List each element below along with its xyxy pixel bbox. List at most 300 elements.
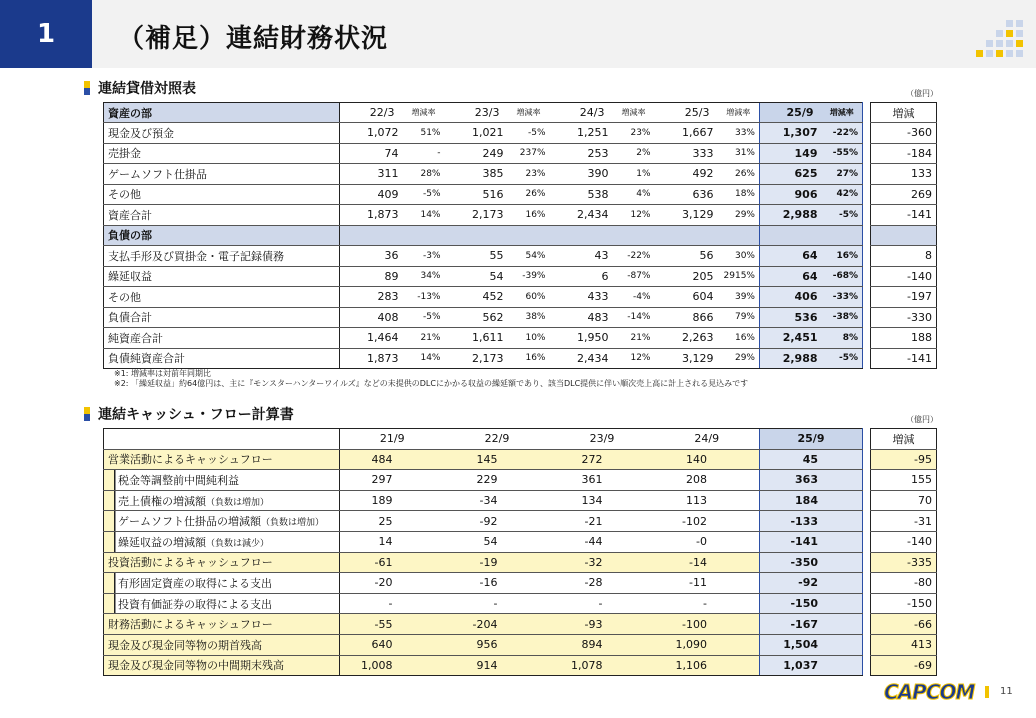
diff-cell: -150 [871,593,937,614]
value-cell: 89 [340,266,403,287]
row-label-text: 繰延収益の増減額 [118,535,206,549]
rate-cell: 16% [508,205,550,226]
spacer [863,328,871,349]
rate-cell: 60% [508,287,550,308]
empty-cell [340,225,403,246]
value-cell: 43 [550,246,613,267]
rate-cell: -13% [403,287,445,308]
row-label [104,490,340,511]
value-cell: 866 [655,307,718,328]
spacer [863,287,871,308]
value-cell: 311 [340,164,403,185]
empty-cell [508,225,550,246]
table-row [104,123,937,144]
rate-cell: -38% [822,307,863,328]
note-2: ※2: 「繰延収益」約64億円は、主に『モンスターハンターワイルズ』などの未提供のDLCにかかる収益の繰延額であり、該当DLC提供に伴い順次売上高に計上される見込みです [114,379,749,388]
value-cell: 1,873 [340,348,403,369]
spacer [863,266,871,287]
rate-cell: -4% [613,287,655,308]
row-label-text: 財務活動によるキャッシュフロー [108,618,273,632]
value-cell: 6 [550,266,613,287]
page-title: （補足）連結財務状況 [118,24,389,54]
rate-cell: 39% [718,287,760,308]
value-cell: -21 [550,511,655,532]
value-cell: -20 [340,573,445,594]
diff-cell: -330 [871,307,937,328]
spacer [863,143,871,164]
row-label: 負債純資産合計 [104,348,340,369]
rate-cell: 237% [508,143,550,164]
balance-sheet-table [103,102,937,369]
rate-cell: 23% [508,164,550,185]
row-label [104,552,340,573]
value-cell: 361 [550,470,655,491]
page-number: 11 [1000,686,1013,697]
diff-cell: 70 [871,490,937,511]
diff-cell: -360 [871,123,937,144]
rate-header: 増減率 [822,103,863,123]
empty-cell [104,429,340,450]
row-label: 純資産合計 [104,328,340,349]
cash-flow-unit: （億円） [906,415,938,424]
spacer [863,307,871,328]
note-1: ※1: 増減率は対前年同期比 [114,369,212,378]
rate-cell: 51% [403,123,445,144]
row-label: 支払手形及び買掛金・電子記録債務 [104,246,340,267]
diff-cell: -141 [871,205,937,226]
row-label-text: 営業活動によるキャッシュフロー [108,453,273,467]
value-cell: -11 [655,573,760,594]
diff-cell: -335 [871,552,937,573]
rate-cell: -3% [403,246,445,267]
period-header: 23/3 [445,103,508,123]
empty-cell [613,225,655,246]
spacer [863,205,871,226]
value-cell: 54 [445,531,550,552]
value-cell: 2,263 [655,328,718,349]
balance-sheet-heading [84,78,196,98]
row-label [104,470,340,491]
value-cell: 1,667 [655,123,718,144]
diff-cell: -95 [871,449,937,470]
rate-header: 増減率 [508,103,550,123]
spacer [863,634,871,655]
row-label-text: 投資活動によるキャッシュフロー [108,556,273,570]
value-cell: 1,307 [760,123,822,144]
rate-cell: 16% [718,328,760,349]
row-label: 繰延収益 [104,266,340,287]
empty-cell [655,225,718,246]
rate-cell: 12% [613,205,655,226]
diff-cell: 269 [871,184,937,205]
value-cell: 249 [445,143,508,164]
value-cell: 2,434 [550,348,613,369]
spacer [863,225,871,246]
table-row [104,490,937,511]
value-cell: 2,434 [550,205,613,226]
rate-cell: 31% [718,143,760,164]
value-cell: 272 [550,449,655,470]
rate-cell: -39% [508,266,550,287]
value-cell: - [340,593,445,614]
table-row [104,164,937,185]
empty-cell [760,225,822,246]
rate-cell: 26% [508,184,550,205]
value-cell: - [655,593,760,614]
value-cell: 604 [655,287,718,308]
empty-cell [822,225,863,246]
row-label [104,573,340,594]
value-cell: 894 [550,634,655,655]
table-row [104,348,937,369]
rate-cell: 33% [718,123,760,144]
rate-cell: -33% [822,287,863,308]
rate-cell: 12% [613,348,655,369]
row-label: 資産合計 [104,205,340,226]
value-cell: -100 [655,614,760,635]
value-cell: 406 [760,287,822,308]
rate-cell: 16% [508,348,550,369]
rate-cell: 18% [718,184,760,205]
value-cell: 484 [340,449,445,470]
rate-cell: 34% [403,266,445,287]
empty-cell [550,225,613,246]
value-cell: 2,988 [760,348,822,369]
value-cell: 208 [655,470,760,491]
value-cell: 906 [760,184,822,205]
diff-cell: -197 [871,287,937,308]
value-cell: 64 [760,246,822,267]
bullet-icon [84,407,90,421]
diff-cell: 188 [871,328,937,349]
section-number: 1 [0,0,92,68]
rate-cell: 8% [822,328,863,349]
value-cell: -44 [550,531,655,552]
rate-cell: 27% [822,164,863,185]
value-cell: 536 [760,307,822,328]
value-cell: 1,873 [340,205,403,226]
value-cell: 54 [445,266,508,287]
empty-cell [718,225,760,246]
value-cell: -61 [340,552,445,573]
spacer [863,655,871,676]
value-cell: 2,173 [445,205,508,226]
rate-cell: 29% [718,348,760,369]
value-cell: 492 [655,164,718,185]
diff-cell: 155 [871,470,937,491]
value-cell: -204 [445,614,550,635]
row-label: ゲームソフト仕掛品 [104,164,340,185]
rate-cell: -22% [613,246,655,267]
period-header: 24/9 [655,429,760,450]
value-cell: -92 [445,511,550,532]
row-label [104,655,340,676]
page-number-separator [985,686,989,698]
bullet-icon [84,81,90,95]
period-header: 24/3 [550,103,613,123]
row-label-text: 投資有価証券の取得による支出 [118,597,272,611]
diff-cell: 133 [871,164,937,185]
spacer [863,449,871,470]
value-cell: -19 [445,552,550,573]
value-cell: 625 [760,164,822,185]
value-cell: 390 [550,164,613,185]
value-cell: 408 [340,307,403,328]
table-row [104,449,937,470]
table-row [104,266,937,287]
rate-cell: 38% [508,307,550,328]
value-cell: 55 [445,246,508,267]
row-label-note: （負数は増加） [206,497,270,508]
rate-cell: 29% [718,205,760,226]
diff-cell: 8 [871,246,937,267]
spacer [863,552,871,573]
value-cell: 36 [340,246,403,267]
spacer [863,348,871,369]
rate-cell: -5% [403,184,445,205]
value-cell: 914 [445,655,550,676]
spacer [863,103,871,123]
row-label: その他 [104,287,340,308]
spacer [863,246,871,267]
value-cell: -167 [760,614,863,635]
value-cell: -141 [760,531,863,552]
row-label: 負債合計 [104,307,340,328]
value-cell: 14 [340,531,445,552]
value-cell: -16 [445,573,550,594]
value-cell: 636 [655,184,718,205]
diff-cell: -141 [871,348,937,369]
value-cell: 1,464 [340,328,403,349]
value-cell: 1,090 [655,634,760,655]
rate-cell: 2915% [718,266,760,287]
table-row [104,205,937,226]
rate-cell: -68% [822,266,863,287]
diff-header: 増減 [871,429,937,450]
value-cell: 1,950 [550,328,613,349]
table-row [104,328,937,349]
spacer [863,123,871,144]
rate-cell: 23% [613,123,655,144]
section-label: 負債の部 [104,225,340,246]
diff-cell: -184 [871,143,937,164]
rate-cell: -14% [613,307,655,328]
value-cell: - [445,593,550,614]
value-cell: 1,611 [445,328,508,349]
value-cell: 452 [445,287,508,308]
rate-cell: 79% [718,307,760,328]
spacer [863,614,871,635]
row-label [104,531,340,552]
empty-cell [445,225,508,246]
row-label: 売掛金 [104,143,340,164]
rate-cell: -22% [822,123,863,144]
value-cell: 184 [760,490,863,511]
value-cell: 45 [760,449,863,470]
spacer [863,429,871,450]
table-row [104,614,937,635]
table-row [104,531,937,552]
capcom-logo: CAPCOM [884,680,975,704]
value-cell: 134 [550,490,655,511]
table-row [104,552,937,573]
value-cell: 1,106 [655,655,760,676]
table-row [104,655,937,676]
value-cell: 1,078 [550,655,655,676]
table-row [104,246,937,267]
table-row [104,511,937,532]
value-cell: 3,129 [655,348,718,369]
value-cell: -34 [445,490,550,511]
value-cell: 56 [655,246,718,267]
value-cell: 516 [445,184,508,205]
value-cell: 253 [550,143,613,164]
rate-cell: 1% [613,164,655,185]
period-header: 23/9 [550,429,655,450]
period-header: 22/9 [445,429,550,450]
row-label [104,449,340,470]
period-header: 25/9 [760,103,822,123]
rate-cell: 30% [718,246,760,267]
diff-cell: -80 [871,573,937,594]
value-cell: 2,451 [760,328,822,349]
value-cell: -55 [340,614,445,635]
value-cell: 363 [760,470,863,491]
diff-cell: -69 [871,655,937,676]
row-label-text: 売上債権の増減額 [118,494,206,508]
value-cell: 2,173 [445,348,508,369]
rate-cell: 28% [403,164,445,185]
cash-flow-title: 連結キャッシュ・フロー計算書 [98,407,294,423]
diff-cell: -140 [871,266,937,287]
period-header: 25/3 [655,103,718,123]
empty-cell [871,225,937,246]
row-label-note: （負数は減少） [206,538,270,549]
spacer [863,593,871,614]
value-cell: 297 [340,470,445,491]
value-cell: 189 [340,490,445,511]
rate-header: 増減率 [613,103,655,123]
rate-cell: -5% [822,205,863,226]
row-label: 現金及び預金 [104,123,340,144]
table-row [104,634,937,655]
row-label [104,511,340,532]
spacer [863,184,871,205]
rate-cell: -5% [508,123,550,144]
diff-cell: -31 [871,511,937,532]
value-cell: 74 [340,143,403,164]
value-cell: 2,988 [760,205,822,226]
rate-header: 増減率 [403,103,445,123]
value-cell: 483 [550,307,613,328]
value-cell: 64 [760,266,822,287]
period-header: 25/9 [760,429,863,450]
row-label-text: 有形固定資産の取得による支出 [118,576,272,590]
spacer [863,490,871,511]
section-row [104,225,937,246]
diff-header: 増減 [871,103,937,123]
value-cell: -133 [760,511,863,532]
value-cell: 333 [655,143,718,164]
spacer [863,573,871,594]
balance-sheet-title: 連結貸借対照表 [98,81,196,97]
table-row [104,143,937,164]
rate-cell: 26% [718,164,760,185]
table-row [104,184,937,205]
table-row [104,593,937,614]
row-label [104,593,340,614]
balance-sheet-unit: （億円） [906,89,938,98]
diff-cell: -140 [871,531,937,552]
period-header: 22/3 [340,103,403,123]
value-cell: 283 [340,287,403,308]
value-cell: 1,008 [340,655,445,676]
rate-cell: -87% [613,266,655,287]
spacer [863,164,871,185]
value-cell: 640 [340,634,445,655]
value-cell: -32 [550,552,655,573]
rate-cell: -5% [822,348,863,369]
value-cell: 1,072 [340,123,403,144]
table-row [104,470,937,491]
row-label: その他 [104,184,340,205]
rate-cell: 21% [613,328,655,349]
value-cell: 1,251 [550,123,613,144]
value-cell: - [550,593,655,614]
spacer [863,531,871,552]
value-cell: -93 [550,614,655,635]
value-cell: 140 [655,449,760,470]
rate-cell: -5% [403,307,445,328]
value-cell: 149 [760,143,822,164]
rate-cell: - [403,143,445,164]
value-cell: -150 [760,593,863,614]
value-cell: 3,129 [655,205,718,226]
row-label-text: 現金及び現金同等物の中間期末残高 [108,659,284,673]
value-cell: 1,021 [445,123,508,144]
rate-cell: 16% [822,246,863,267]
row-label-text: 税金等調整前中間純利益 [118,473,239,487]
value-cell: -28 [550,573,655,594]
rate-cell: 21% [403,328,445,349]
spacer [863,511,871,532]
value-cell: -350 [760,552,863,573]
empty-cell [403,225,445,246]
balance-sheet-notes [114,369,748,389]
rate-cell: 54% [508,246,550,267]
value-cell: -0 [655,531,760,552]
section-label: 資産の部 [104,103,340,123]
row-label [104,614,340,635]
value-cell: 956 [445,634,550,655]
rate-cell: 14% [403,205,445,226]
period-header: 21/9 [340,429,445,450]
rate-header: 増減率 [718,103,760,123]
value-cell: 538 [550,184,613,205]
row-label-text: ゲームソフト仕掛品の増減額 [118,515,261,529]
table-row [104,287,937,308]
rate-cell: 4% [613,184,655,205]
value-cell: 205 [655,266,718,287]
table-row [104,307,937,328]
rate-cell: 42% [822,184,863,205]
rate-cell: 10% [508,328,550,349]
rate-cell: 2% [613,143,655,164]
row-label-text: 現金及び現金同等物の期首残高 [108,638,262,652]
value-cell: 25 [340,511,445,532]
row-label-note: （負数は増加） [261,518,325,529]
value-cell: 1,037 [760,655,863,676]
